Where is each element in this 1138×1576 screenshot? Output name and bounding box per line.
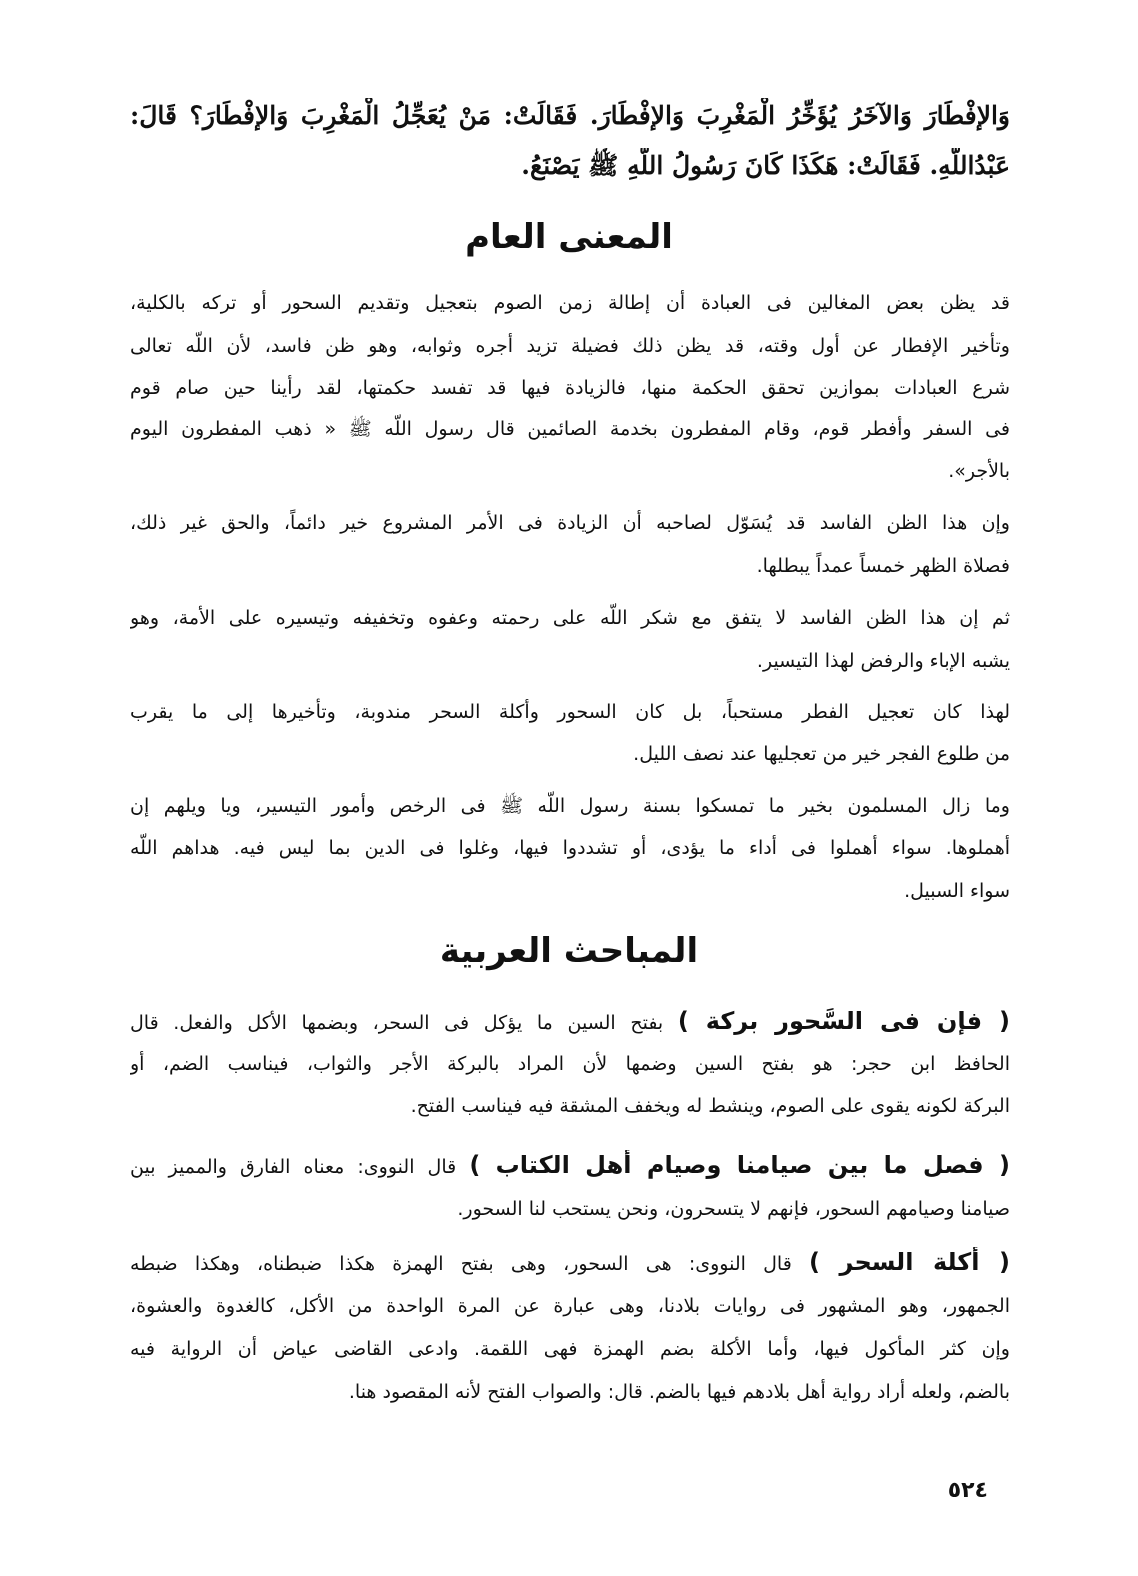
entry-line	[130, 1247, 1010, 1279]
paragraph-line: وتأخير الإفطار عن أول وقته، قد يظن ذلك فضيلة تزيد أجره وثوابه، وهو ظن فاسد، لأن اللَّه تعالى	[130, 335, 1010, 357]
paragraph-line: فى السفر وأفطر قوم، وقام المفطرون بخدمة الصائمين قال رسول اللَّه ﷺ « ذهب المفطرون اليوم	[130, 418, 1010, 440]
hadith-line: وَالإفْطَارَ وَالآخَرُ يُؤَخِّرُ الْمَغْرِبَ وَالإفْطَارَ. فَقَالَتْ: مَنْ يُعَجِّلُ الْمَغْرِبَ وَالإفْطَارَ؟ قَالَ:	[130, 101, 1010, 130]
paragraph-line: شرع العبادات بموازين تحقق الحكمة منها، فالزيادة فيها قد تفسد حكمتها، لقد رأينا حين صام قوم	[130, 377, 1010, 399]
paragraph-line: فصلاة الظهر خمساً عمداً يبطلها.	[756, 555, 1010, 577]
section-heading-general-meaning: المعنى العام	[465, 217, 673, 257]
entry-text: قال النووى: هى السحور، وهى بفتح الهمزة هكذا ضبطناه، وهكذا ضبطه	[130, 1253, 792, 1275]
entry-line	[130, 1150, 1010, 1182]
entry-line: وإن كثر المأكول فيها، وأما الأكلة بضم الهمزة فهى اللقمة. وادعى القاضى عياض أن الرواية فيه	[130, 1338, 1010, 1360]
paragraph-line: بالأجر».	[948, 460, 1010, 482]
paragraph-line: وما زال المسلمون بخير ما تمسكوا بسنة رسول اللَّه ﷺ فى الرخص وأمور التيسير، ويا ويلهم إن	[130, 795, 1010, 817]
section-heading-arabic-discussions: المباحث العربية	[439, 931, 699, 971]
paragraph-line: وإن هذا الظن الفاسد قد يُسَوّل لصاحبه أن الزيادة فى الأمر المشروع خير دائماً، والحق غير ذلك،	[130, 512, 1010, 534]
entry-text: قال النووى: معناه الفارق والمميز بين	[130, 1156, 457, 1178]
entry-line: صيامنا وصيامهم السحور، فإنهم لا يتسحرون، ونحن يستحب لنا السحور.	[457, 1198, 1010, 1220]
entry-term: ( أكلة السحر )	[809, 1248, 1010, 1276]
paragraph-line: يشبه الإباء والرفض لهذا التيسير.	[756, 650, 1010, 672]
entry-line: الحافظ ابن حجر: هو بفتح السين وضمها لأن المراد بالبركة الأجر والثواب، فيناسب الضم، أو	[130, 1053, 1010, 1075]
paragraph-line: من طلوع الفجر خير من تعجليها عند نصف الليل.	[633, 743, 1010, 765]
paragraph-line: سواء السبيل.	[904, 880, 1010, 902]
paragraph-line: أهملوها. سواء أهملوا فى أداء ما يؤدى، أو تشددوا فيها، وغلوا فى الدين بما ليس فيه. هداهم اللَّه	[130, 837, 1010, 859]
entry-line: بالضم، ولعله أراد رواية أهل بلادهم فيها بالضم. قال: والصواب الفتح لأنه المقصود هنا.	[348, 1381, 1010, 1403]
entry-line: البركة لكونه يقوى على الصوم، وينشط له ويخفف المشقة فيه فيناسب الفتح.	[410, 1095, 1010, 1117]
paragraph-line: لهذا كان تعجيل الفطر مستحباً، بل كان السحور وأكلة السحر مندوبة، وتأخيرها إلى ما يقرب	[130, 701, 1010, 723]
page-number: ٥٢٤	[947, 1478, 988, 1503]
entry-term: ( فإن فى السَّحور بركة )	[677, 1007, 1010, 1035]
entry-line: الجمهور، وهو المشهور فى روايات بلادنا، وهى عبارة عن المرة الواحدة من الأكل، كالغدوة والعشوة،	[130, 1295, 1010, 1317]
hadith-line: عَبْدُاللَّهِ. فَقَالَتْ: هَكَذَا كَانَ رَسُولُ اللَّهِ ﷺ يَصْنَعُ.	[521, 151, 1010, 180]
entry-line	[130, 1006, 1010, 1038]
paragraph-line: ثم إن هذا الظن الفاسد لا يتفق مع شكر اللَّه على رحمته وعفوه وتخفيفه وتيسيره على الأمة، وهو	[130, 607, 1010, 629]
paragraph-line: قد يظن بعض المغالين فى العبادة أن إطالة زمن الصوم بتعجيل وتقديم السحور أو تركه بالكلية،	[130, 292, 1010, 314]
entry-term: ( فصل ما بين صيامنا وصيام أهل الكتاب )	[469, 1151, 1010, 1179]
entry-text: بفتح السين ما يؤكل فى السحر، وبضمها الأكل والفعل. قال	[130, 1012, 664, 1034]
